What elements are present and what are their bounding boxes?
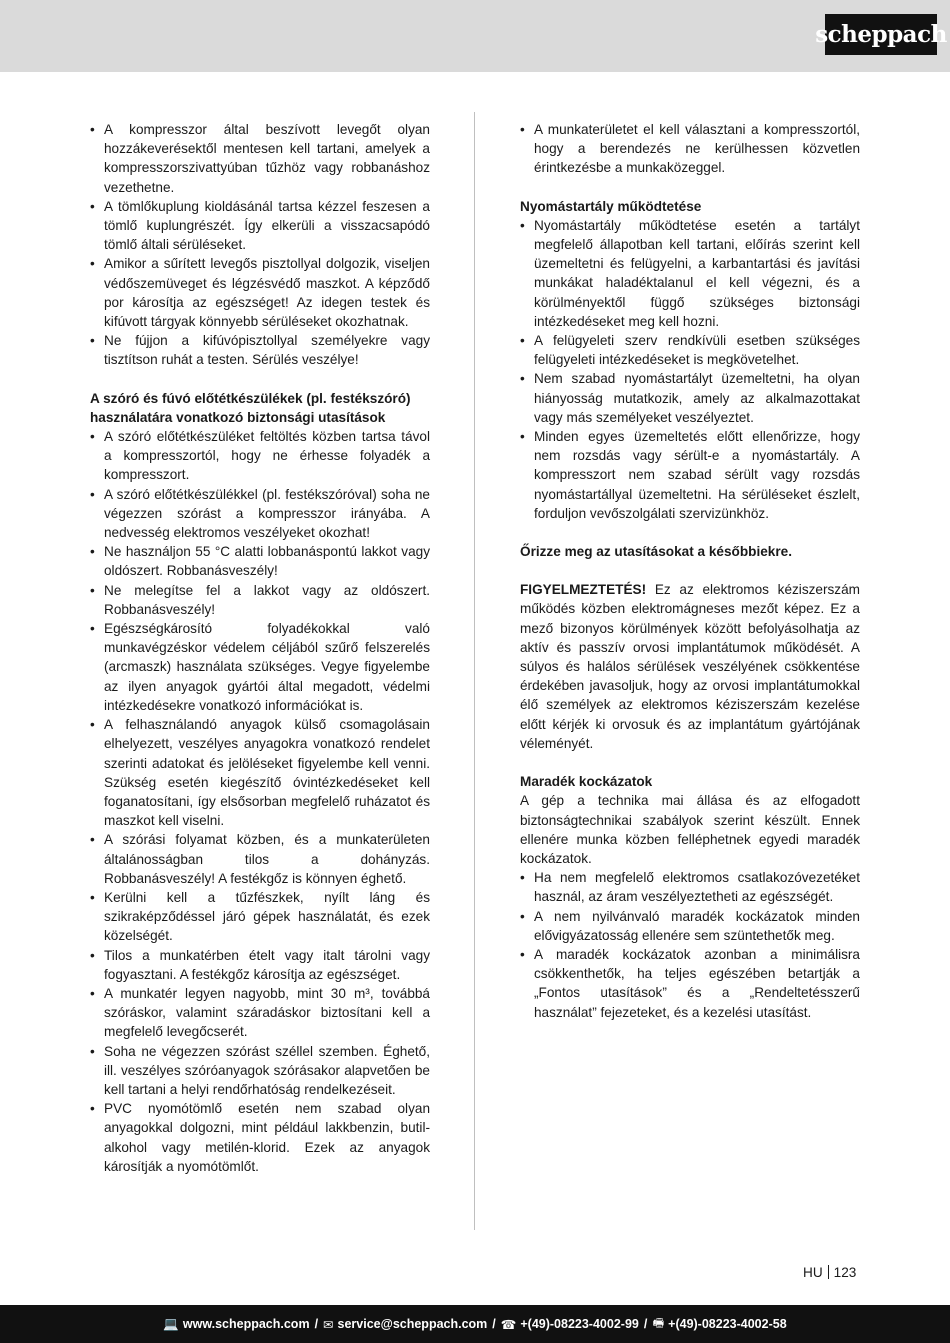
list-item: • A szóró előtétkészülékkel (pl. festékszóróval) soha ne végezzen szórást a kompresszor irányába. A nedvesség elektromos veszélyeket okozhat!	[90, 485, 430, 543]
list-item: • A nem nyilvánvaló maradék kockázatok minden elővigyázatosság ellenére sem szüntethetők meg.	[520, 907, 860, 945]
column-divider	[474, 112, 475, 1230]
list-item: • Amikor a sűrített levegős pisztollyal dolgozik, viseljen védőszemüveget és légzésvédő maszkot. A képződő por károsítja az egészséget! Az idegen testek és kifúvott tárgyak könnyebb sérüléseket okozhatnak.	[90, 254, 430, 331]
residual-risks-heading: Maradék kockázatok	[520, 774, 653, 790]
list-item: • Soha ne végezzen szórást széllel szemben. Éghető, ill. veszélyes szóróanyagok szórásakor alapvetően be kell tartani a helyi rendőrhatóság rendelkezéseit.	[90, 1042, 430, 1100]
footer-email[interactable]: service@scheppach.com	[337, 1317, 488, 1331]
list-item: • A kompresszor által beszívott levegőt olyan hozzákeverésektől mentesen kell tartani, amelyek a kompresszorszivattyúban tűzhöz vagy robbanáshoz vezethetne.	[90, 120, 430, 197]
pressure-tank-list	[520, 216, 860, 523]
list-item: • A felügyeleti szerv rendkívüli esetben szükséges felügyeleti intézkedéseket is megkövetelhet.	[520, 331, 860, 369]
list-item: • Ne fújjon a kifúvópisztollyal személyekre vagy tisztítson ruhát a testen. Sérülés veszélye!	[90, 331, 430, 369]
list-item: • Tilos a munkatérben ételt vagy italt tárolni vagy fogyasztani. A festékgőz károsítja az egészséget.	[90, 946, 430, 984]
left-column	[90, 120, 430, 1176]
list-item: • Kerülni kell a tűzfészkek, nyílt láng és szikraképződéssel járó gépek használatát, és ezek közelségét.	[90, 888, 430, 946]
list-item: • Egészségkárosító folyadékokkal való munkavégzéskor védelem céljából szűrő felszerelés (arcmaszk) használata szükséges. Vegye figyelembe az ilyen anyagok gyártói által megadott, védelmi intézkedésekre vonatkozó információkat is.	[90, 619, 430, 715]
list-item: • A maradék kockázatok azonban a minimálisra csökkenthetők, ha teljes egészében betartják a „Fontos utasítások” és a „Rendeltetésszerű használat” fejezeteket, és a kezelési utasítást.	[520, 945, 860, 1022]
warning-label: FIGYELMEZTETÉS!	[520, 582, 647, 598]
page-language: HU	[803, 1265, 823, 1280]
footer-fax: +(49)-08223-4002-58	[668, 1317, 787, 1331]
page-number	[803, 1265, 856, 1280]
list-item: • A szórási folyamat közben, és a munkaterületen általánosságban tilos a dohányzás. Robbanásveszély! A festékgőz is könnyen éghető.	[90, 830, 430, 888]
list-item: • A szóró előtétkészüléket feltöltés közben tartsa távol a kompresszortól, hogy ne érhesse folyadék a kompresszort.	[90, 427, 430, 485]
residual-risks-list	[520, 868, 860, 1022]
fax-icon: 🖷	[652, 1315, 665, 1330]
warning-paragraph	[520, 580, 860, 753]
list-item: • Nem szabad nyomástartályt üzemeltetni, ha olyan hiányosság mutatkozik, amely az alkalmazottakat vagy más személyeket veszélyeztet.	[520, 369, 860, 427]
warning-text: Ez az elektromos kéziszerszám működés közben elektromágneses mezőt képez. Ez a mező bizonyos körülmények között befolyásolhatja az aktív és passzív orvosi implantátumok működését. A súlyos és halálos sérülések veszélyének csökkentése érdekében javasoljuk, hogy az orvosi implantátumokkal élő személyek az elektromos kéziszerszám kezelése előtt kérjék ki orvosuk és az implantátum gyártójának véleményét.	[520, 582, 860, 751]
left-intro-list	[90, 120, 430, 370]
list-item: • PVC nyomótömlő esetén nem szabad olyan anyagokkal dolgozni, mint például lakkbenzin, butil-alkohol vagy metilén-klorid. Ezek az anyagok károsítják a nyomótömlőt.	[90, 1099, 430, 1176]
scheppach-logo	[815, 14, 947, 55]
keep-instructions-note: Őrizze meg az utasításokat a későbbiekre.	[520, 544, 792, 560]
list-item: • Minden egyes üzemeltetés előtt ellenőrizze, hogy nem rozsdás vagy sérült-e a nyomástartály. A kompresszort nem szabad sérült vagy rozsdás nyomástartállyal üzemeltetni. Ha sérüléseket észlelt, forduljon vevőszolgálati szervizünkhöz.	[520, 427, 860, 523]
computer-icon: 💻	[163, 1316, 179, 1331]
footer-website[interactable]: www.scheppach.com	[182, 1317, 310, 1331]
right-column	[520, 120, 860, 1022]
right-intro-list	[520, 120, 860, 178]
mail-icon: ✉	[323, 1317, 334, 1332]
footer-phone: +(49)-08223-4002-99	[520, 1317, 639, 1331]
list-item: • A munkaterületet el kell választani a kompresszortól, hogy a berendezés ne kerülhessen közvetlen érintkezésbe a munkaközeggel.	[520, 120, 860, 178]
residual-risks-text: A gép a technika mai állása és az elfogadott biztonságtechnikai szabályok szerint készült. Ennek ellenére munka közben felléphetnek egyedi maradék kockázatok.	[520, 793, 860, 866]
header-band	[0, 0, 950, 72]
list-item: • Ha nem megfelelő elektromos csatlakozóvezetéket használ, az áram veszélyeztetheti az egészségét.	[520, 868, 860, 906]
list-item: • A felhasználandó anyagok külső csomagolásain elhelyezett, veszélyes anyagokra vonatkozó rendelet szerinti adatokat és jelöléseket figyelembe kell venni. Szükség esetén kiegészítő óvintézkedéseket kell foganatosítani, így elsősorban megfelelő ruházatot és maszkot kell viselni.	[90, 715, 430, 830]
pressure-tank-heading: Nyomástartály működtetése	[520, 198, 702, 214]
list-item: • Ne melegítse fel a lakkot vagy az oldószert. Robbanásveszély!	[90, 581, 430, 619]
page-number-value: 123	[833, 1265, 857, 1280]
footer-contact-bar: 💻 www.scheppach.com / ✉ service@scheppach.com / ☎ +(49)-08223-4002-99 / 🖷 +(49)-08223-4002-58	[0, 1305, 950, 1343]
list-item: • Nyomástartály működtetése esetén a tartályt megfelelő állapotban kell tartani, előírás szerint kell üzemeltetni és felügyelni, a karbantartási és javítási munkákat haladéktalanul el kell végezni, és a körülményektől függő szükséges biztonsági intézkedéseket meg kell hozni.	[520, 216, 860, 331]
list-item: • Ne használjon 55 °C alatti lobbanáspontú lakkot vagy oldószert. Robbanásveszély!	[90, 542, 430, 580]
phone-icon: ☎	[500, 1317, 517, 1332]
list-item: • A tömlőkuplung kioldásánál tartsa kézzel feszesen a tömlő kuplungrészét. Így elkerüli a visszacsapódó tömlő általi sérüléseket.	[90, 197, 430, 255]
logo-text: scheppach	[815, 21, 947, 48]
spray-safety-heading: A szóró és fúvó előtétkészülékek (pl. festékszóró) használatára vonatkozó biztonsági utasítások	[90, 390, 411, 425]
list-item: • A munkatér legyen nagyobb, mint 30 m³, továbbá szóráskor, valamint száradáskor biztosítani kell a megfelelő levegőcserét.	[90, 984, 430, 1042]
spray-safety-list	[90, 427, 430, 1176]
